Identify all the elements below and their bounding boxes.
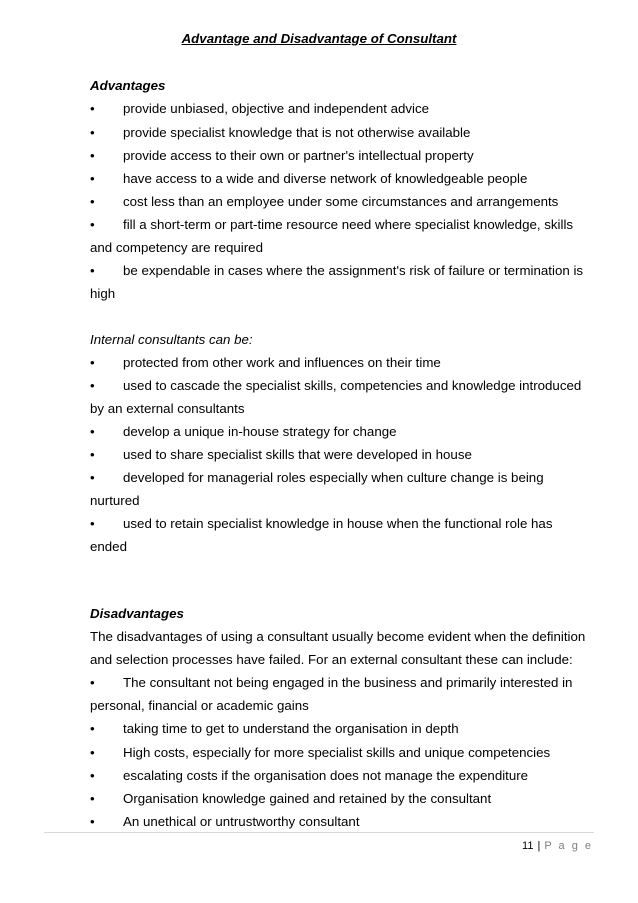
internal-item: used to cascade the specialist skills, competencies and knowledge introduced: [123, 378, 582, 393]
disadvantage-item: Organisation knowledge gained and retained by the consultant: [123, 791, 492, 806]
bullet-icon: •: [90, 355, 95, 370]
bullet-icon: •: [90, 516, 95, 531]
internal-item-continued: by an external consultants: [90, 401, 245, 416]
bullet-icon: •: [90, 768, 95, 783]
advantage-item: provide specialist knowledge that is not otherwise available: [123, 125, 471, 140]
page-label: P a g e: [544, 840, 593, 852]
disadvantage-item: High costs, especially for more specialist skills and unique competencies: [123, 745, 551, 760]
disadvantages-heading: Disadvantages: [90, 606, 184, 621]
internal-item-continued: nurtured: [90, 493, 140, 508]
disadvantages-intro: and selection processes have failed. For an external consultant these can include:: [90, 652, 573, 667]
bullet-icon: •: [90, 791, 95, 806]
disadvantage-item: escalating costs if the organisation does not manage the expenditure: [123, 768, 529, 783]
bullet-icon: •: [90, 675, 95, 690]
bullet-icon: •: [90, 171, 95, 186]
disadvantage-item: The consultant not being engaged in the business and primarily interested in: [123, 675, 573, 690]
advantage-item: fill a short-term or part-time resource need where specialist knowledge, skills: [123, 217, 574, 232]
bullet-icon: •: [90, 194, 95, 209]
page-footer: [522, 839, 593, 853]
footer-separator: |: [537, 840, 541, 852]
disadvantage-item-continued: personal, financial or academic gains: [90, 698, 309, 713]
advantage-item-continued: and competency are required: [90, 240, 263, 255]
page-number: 11: [522, 840, 534, 852]
disadvantages-intro: The disadvantages of using a consultant usually become evident when the definition: [90, 629, 586, 644]
advantages-heading: Advantages: [90, 78, 166, 93]
bullet-icon: •: [90, 125, 95, 140]
advantage-item: provide access to their own or partner's intellectual property: [123, 148, 474, 163]
bullet-icon: •: [90, 447, 95, 462]
advantage-item: be expendable in cases where the assignment's risk of failure or termination is: [123, 263, 584, 278]
footer-divider: [44, 832, 594, 833]
bullet-icon: •: [90, 263, 95, 278]
bullet-icon: •: [90, 814, 95, 829]
disadvantage-item: taking time to get to understand the organisation in depth: [123, 721, 459, 736]
bullet-icon: •: [90, 745, 95, 760]
internal-item-continued: ended: [90, 539, 127, 554]
internal-item: protected from other work and influences on their time: [123, 355, 441, 370]
advantage-item: cost less than an employee under some circumstances and arrangements: [123, 194, 559, 209]
bullet-icon: •: [90, 101, 95, 116]
document-title: Advantage and Disadvantage of Consultant: [181, 31, 457, 46]
bullet-icon: •: [90, 217, 95, 232]
bullet-icon: •: [90, 721, 95, 736]
internal-item: used to share specialist skills that were developed in house: [123, 447, 472, 462]
bullet-icon: •: [90, 378, 95, 393]
bullet-icon: •: [90, 148, 95, 163]
internal-heading: Internal consultants can be:: [90, 332, 253, 347]
advantage-item-continued: high: [90, 286, 116, 301]
internal-item: develop a unique in-house strategy for change: [123, 424, 397, 439]
bullet-icon: •: [90, 470, 95, 485]
advantage-item: provide unbiased, objective and independent advice: [123, 101, 430, 116]
internal-item: used to retain specialist knowledge in house when the functional role has: [123, 516, 553, 531]
internal-item: developed for managerial roles especially when culture change is being: [123, 470, 544, 485]
advantage-item: have access to a wide and diverse network of knowledgeable people: [123, 171, 528, 186]
disadvantage-item: An unethical or untrustworthy consultant: [123, 814, 360, 829]
bullet-icon: •: [90, 424, 95, 439]
